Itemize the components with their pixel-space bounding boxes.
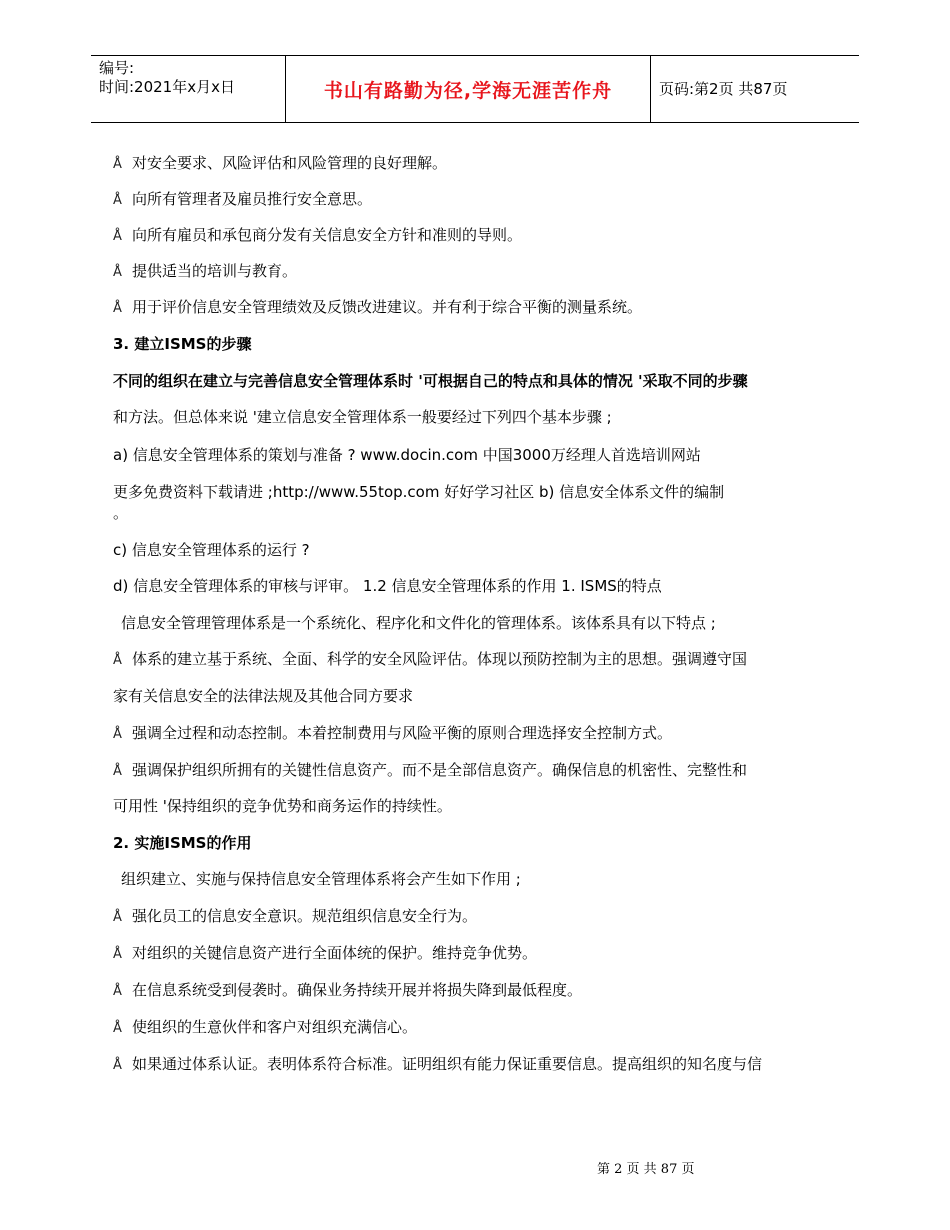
paragraph-line: a) 信息安全管理体系的策划与准备 ? www.docin.com 中国3000万经理人首选培训网站 xyxy=(113,446,701,464)
bullet-icon: Å xyxy=(113,984,122,999)
time-label: 时间:2021年x月x日 xyxy=(99,78,235,96)
list-item: Å 体系的建立基于系统、全面、科学的安全风险评估。体现以预防控制为主的思想。强调遵守国 xyxy=(113,649,747,671)
list-item: Å 提供适当的培训与教育。 xyxy=(113,261,297,283)
bullet-icon: Å xyxy=(113,157,122,172)
list-item: Å 向所有管理者及雇员推行安全意思。 xyxy=(113,189,372,211)
list-item: Å 用于评价信息安全管理绩效及反馈改进建议。并有利于综合平衡的测量系统。 xyxy=(113,297,642,319)
list-item: Å 向所有雇员和承包商分发有关信息安全方针和准则的导则。 xyxy=(113,225,522,247)
paragraph-line: 。 xyxy=(113,504,129,522)
bullet-icon: Å xyxy=(113,229,122,244)
header-motto: 书山有路勤为径,学海无涯苦作舟 xyxy=(285,56,651,122)
list-item: Å 在信息系统受到侵袭时。确保业务持续开展并将损失降到最低程度。 xyxy=(113,980,582,1002)
list-item: Å 对组织的关键信息资产进行全面体统的保护。维持竞争优势。 xyxy=(113,943,537,965)
paragraph-line: 不同的组织在建立与完善信息安全管理体系时 '可根据自己的特点和具体的情况 '采取不同的步骤 xyxy=(113,372,748,390)
list-item: Å 使组织的生意伙伴和客户对组织充满信心。 xyxy=(113,1017,417,1039)
section-heading: 3. 建立ISMS的步骤 xyxy=(113,335,252,353)
paragraph-line: 家有关信息安全的法律法规及其他合同方要求 xyxy=(113,687,414,705)
number-label: 编号: xyxy=(99,59,135,77)
bullet-icon: Å xyxy=(113,653,122,668)
bullet-icon: Å xyxy=(113,727,122,742)
bullet-icon: Å xyxy=(113,764,122,779)
paragraph-line: 可用性 '保持组织的竞争优势和商务运作的持续性。 xyxy=(113,797,452,815)
paragraph-line: 组织建立、实施与保持信息安全管理体系将会产生如下作用 ; xyxy=(121,870,521,888)
bullet-icon: Å xyxy=(113,193,122,208)
paragraph-line: 和方法。但总体来说 '建立信息安全管理体系一般要经过下列四个基本步骤 ; xyxy=(113,408,612,426)
paragraph-line: c) 信息安全管理体系的运行 ? xyxy=(113,541,310,559)
header-meta xyxy=(99,59,235,97)
bullet-icon: Å xyxy=(113,1058,122,1073)
list-item: Å 如果通过体系认证。表明体系符合标准。证明组织有能力保证重要信息。提高组织的知名度与信 xyxy=(113,1054,762,1076)
paragraph-line: 信息安全管理管理体系是一个系统化、程序化和文件化的管理体系。该体系具有以下特点 ; xyxy=(121,614,716,632)
section-heading: 2. 实施ISMS的作用 xyxy=(113,834,252,852)
bullet-icon: Å xyxy=(113,910,122,925)
list-item: Å 强化员工的信息安全意识。规范组织信息安全行为。 xyxy=(113,906,477,928)
list-item: Å 强调全过程和动态控制。本着控制费用与风险平衡的原则合理选择安全控制方式。 xyxy=(113,723,672,745)
page-header xyxy=(91,55,859,123)
paragraph-line: 更多免费资料下载请进 ;http://www.55top.com 好好学习社区 b) 信息安全体系文件的编制 xyxy=(113,483,725,501)
bullet-icon: Å xyxy=(113,1021,122,1036)
bullet-icon: Å xyxy=(113,265,122,280)
header-page-label: 页码:第2页 共87页 xyxy=(659,80,788,98)
bullet-icon: Å xyxy=(113,301,122,316)
bullet-icon: Å xyxy=(113,947,122,962)
page-footer: 第 2 页 共 87 页 xyxy=(597,1162,695,1177)
list-item: Å 强调保护组织所拥有的关键性信息资产。而不是全部信息资产。确保信息的机密性、完整性和 xyxy=(113,760,747,782)
paragraph-line: d) 信息安全管理体系的审核与评审。 1.2 信息安全管理体系的作用 1. ISMS的特点 xyxy=(113,577,662,595)
list-item: Å 对安全要求、风险评估和风险管理的良好理解。 xyxy=(113,153,447,175)
